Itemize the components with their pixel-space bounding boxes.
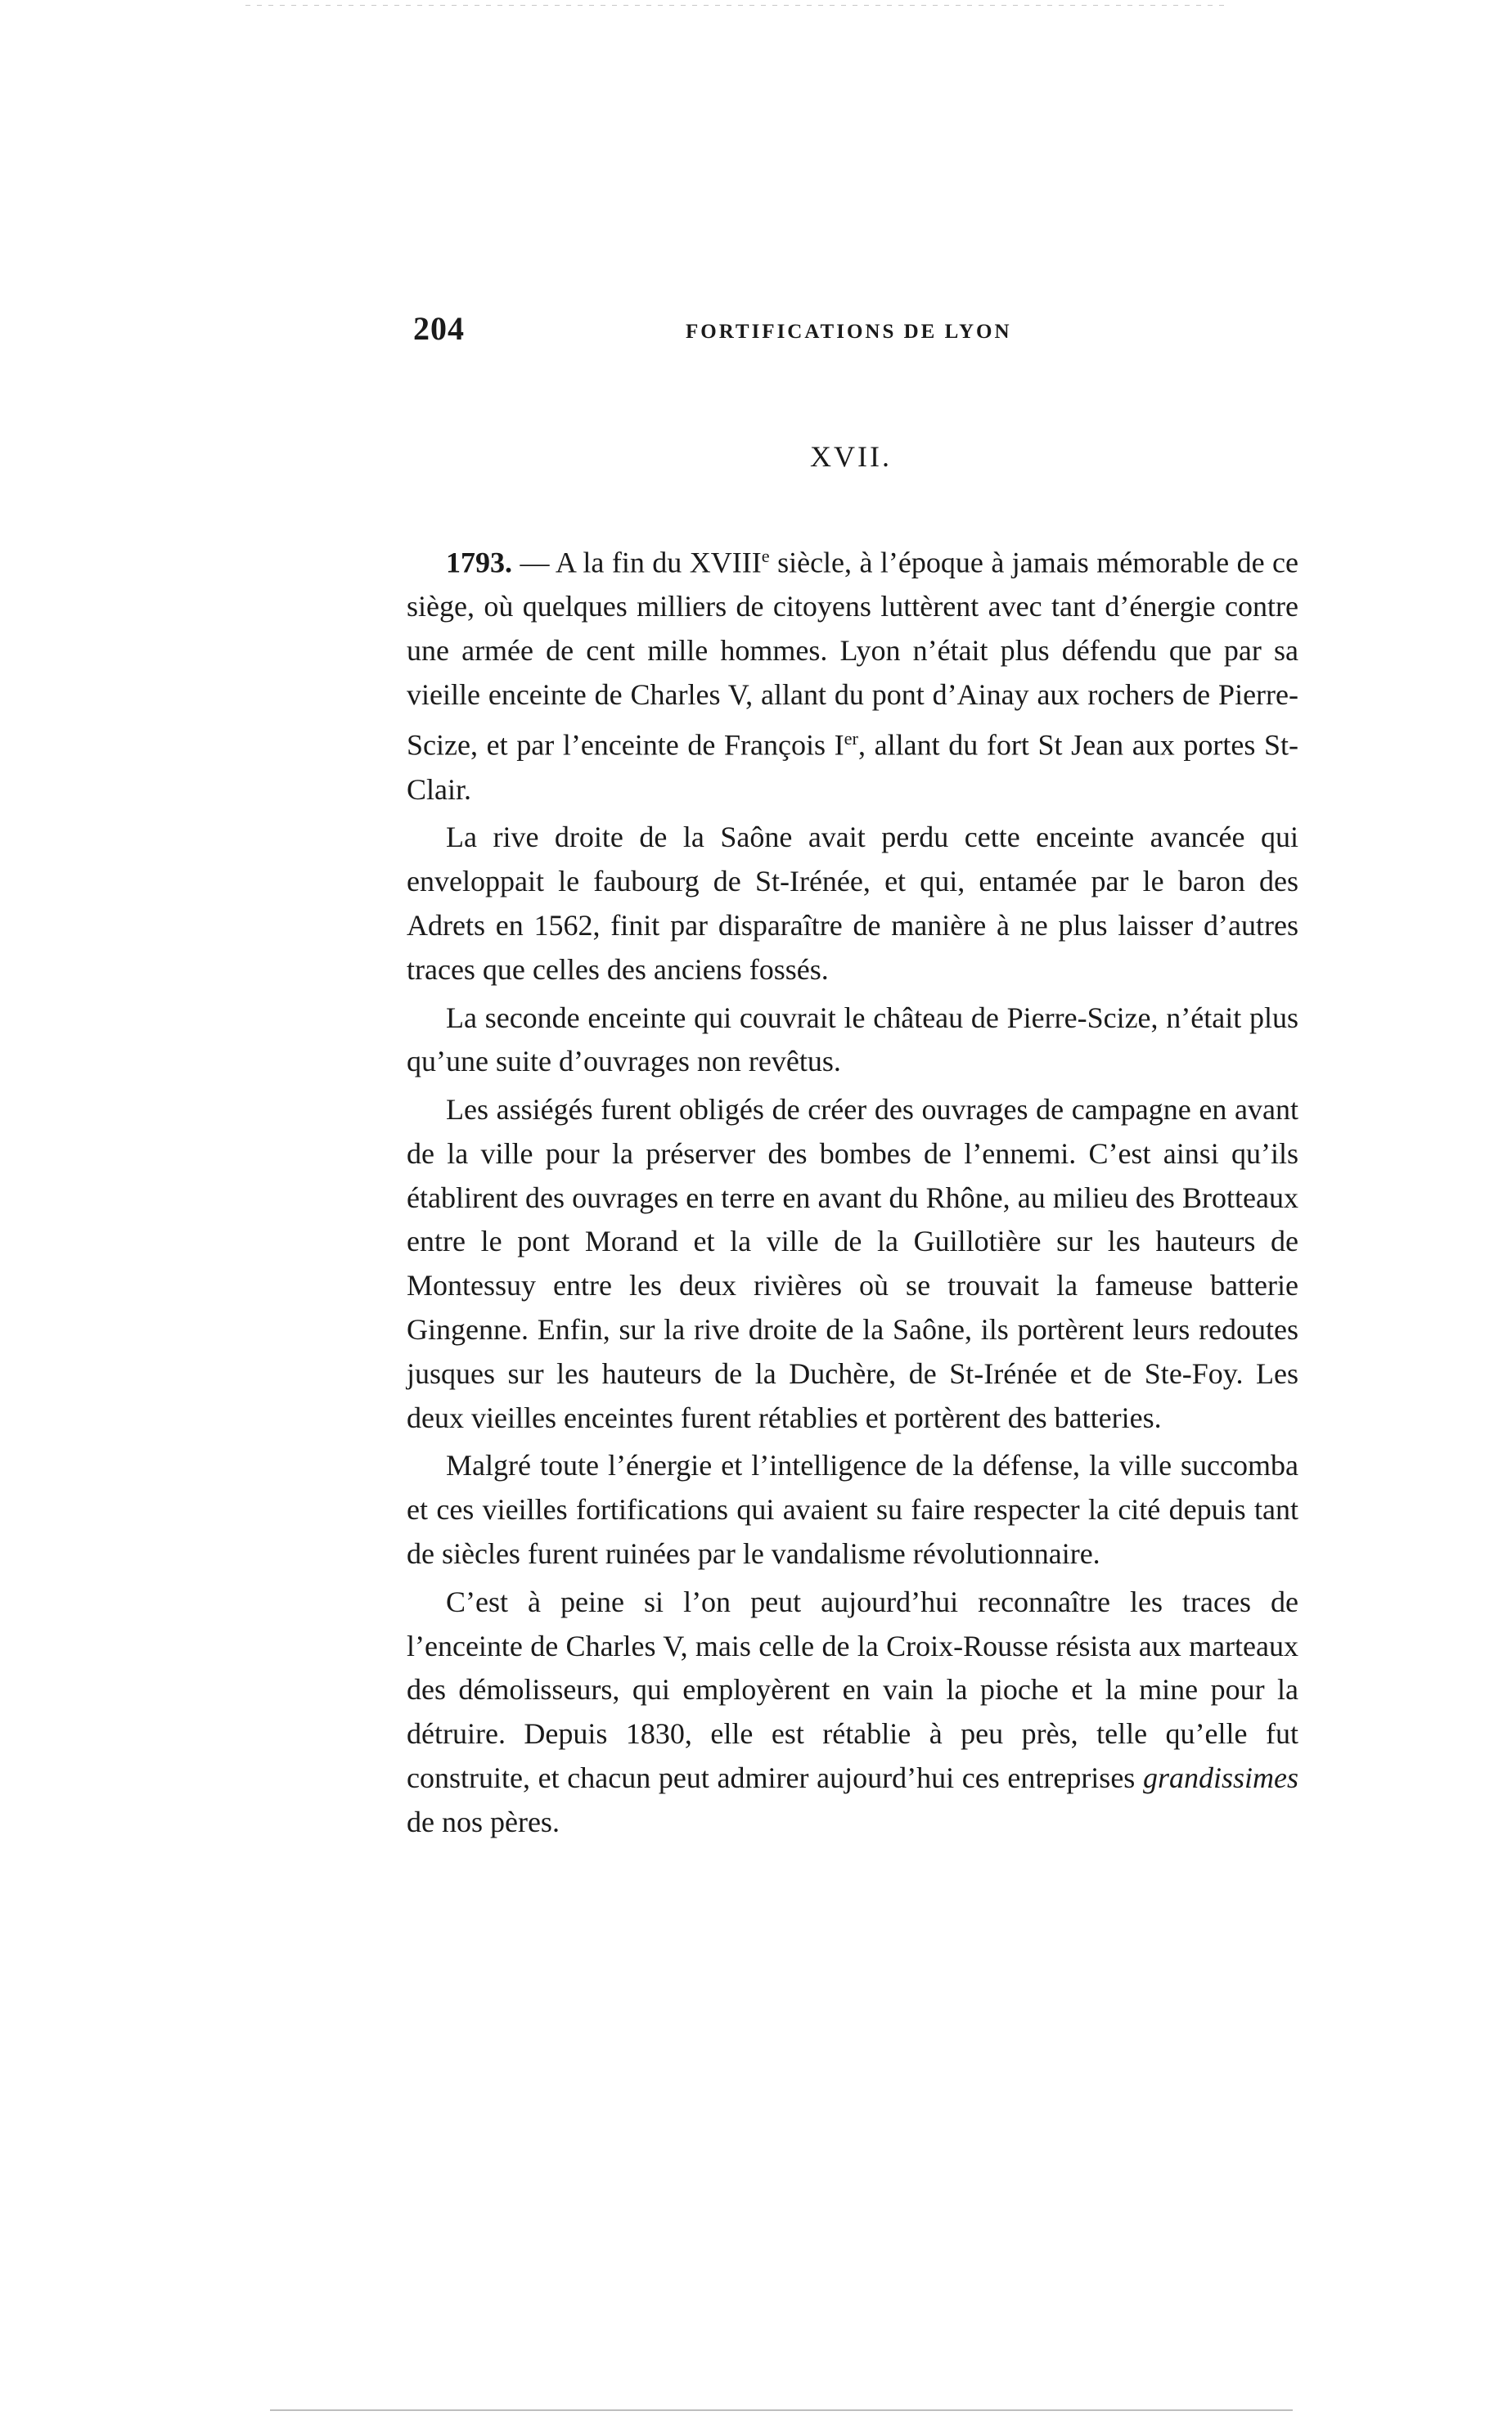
paragraph-1 xyxy=(407,534,1298,812)
superscript-er: er xyxy=(844,728,858,749)
scan-bottom-rule xyxy=(270,2409,1293,2411)
section-title: XVII. xyxy=(810,440,892,473)
paragraph-3: La seconde enceinte qui couvrait le château de Pierre-Scize, n’était plus qu’une suite d’ouvrages non revêtus. xyxy=(407,1001,1298,1078)
scan-top-edge-noise xyxy=(245,5,1227,6)
italic-word: grandissimes xyxy=(1142,1761,1298,1795)
paragraph-1-text-a: — A la fin du XVIII xyxy=(512,546,762,579)
running-head: FORTIFICATIONS DE LYON xyxy=(686,321,1012,343)
body-text xyxy=(407,534,1298,1845)
year-1793: 1793. xyxy=(446,546,512,579)
paragraph-4: Les assiégés furent obligés de créer des ouvrages de campagne en avant de la ville pour la préserver des bombes de l’ennemi. C’est ainsi qu’ils établirent des ouvrages en terre en avant du Rhône, au milieu des Brotteaux entre le pont Morand et la ville de la Guillotière sur les hauteurs de Montessuy entre les deux rivières où se trouvait la fameuse batterie Gingenne. Enfin, sur la rive droite de la Saône, ils portèrent leurs redoutes jusques sur les hauteurs de la Duchère, de St-Irénée et de Ste-Foy. Les deux vieilles enceintes furent rétablies et portèrent des batteries. xyxy=(407,1093,1298,1434)
paragraph-6 xyxy=(407,1581,1298,1845)
paragraph-6-text-b: de nos pères. xyxy=(407,1805,560,1838)
paragraph-6-text-a: C’est à peine si l’on peut aujourd’hui reconnaître les traces de l’enceinte de Charles V, mais celle de la Croix-Rousse résista aux marteaux des démolisseurs, qui employèrent en vain la pioche et la mine pour la détruire. Depuis 1830, elle est rétablie à peu près, telle qu’elle fut construite, et chacun peut admirer aujourd’hui ces entreprises xyxy=(407,1585,1298,1795)
page-number: 204 xyxy=(413,310,465,347)
superscript-e: e xyxy=(761,546,770,566)
paragraph-2: La rive droite de la Saône avait perdu cette enceinte avancée qui enveloppait le faubourg de St-Irénée, et qui, entamée par le baron des Adrets en 1562, finit par disparaître de manière à ne plus laisser d’autres traces que celles des anciens fossés. xyxy=(407,821,1298,986)
paragraph-5: Malgré toute l’énergie et l’intelligence de la défense, la ville succomba et ces vieilles fortifications qui avaient su faire respecter la cité depuis tant de siècles furent ruinées par le vandalisme révolutionnaire. xyxy=(407,1449,1298,1571)
paragraph-1-text-b: siècle, à l’époque à jamais mémorable de ce siège, où quelques milliers de citoyens luttèrent avec tant d’énergie contre une armée de cent mille hommes. Lyon n’était plus défendu que par sa vieille enceinte de Charles V, allant du pont d’Ainay aux rochers de Pierre-Scize, et par l’enceinte de François I xyxy=(407,546,1298,762)
paragraph-1-text-c: , allant du fort St Jean aux portes St-Clair. xyxy=(407,728,1299,806)
